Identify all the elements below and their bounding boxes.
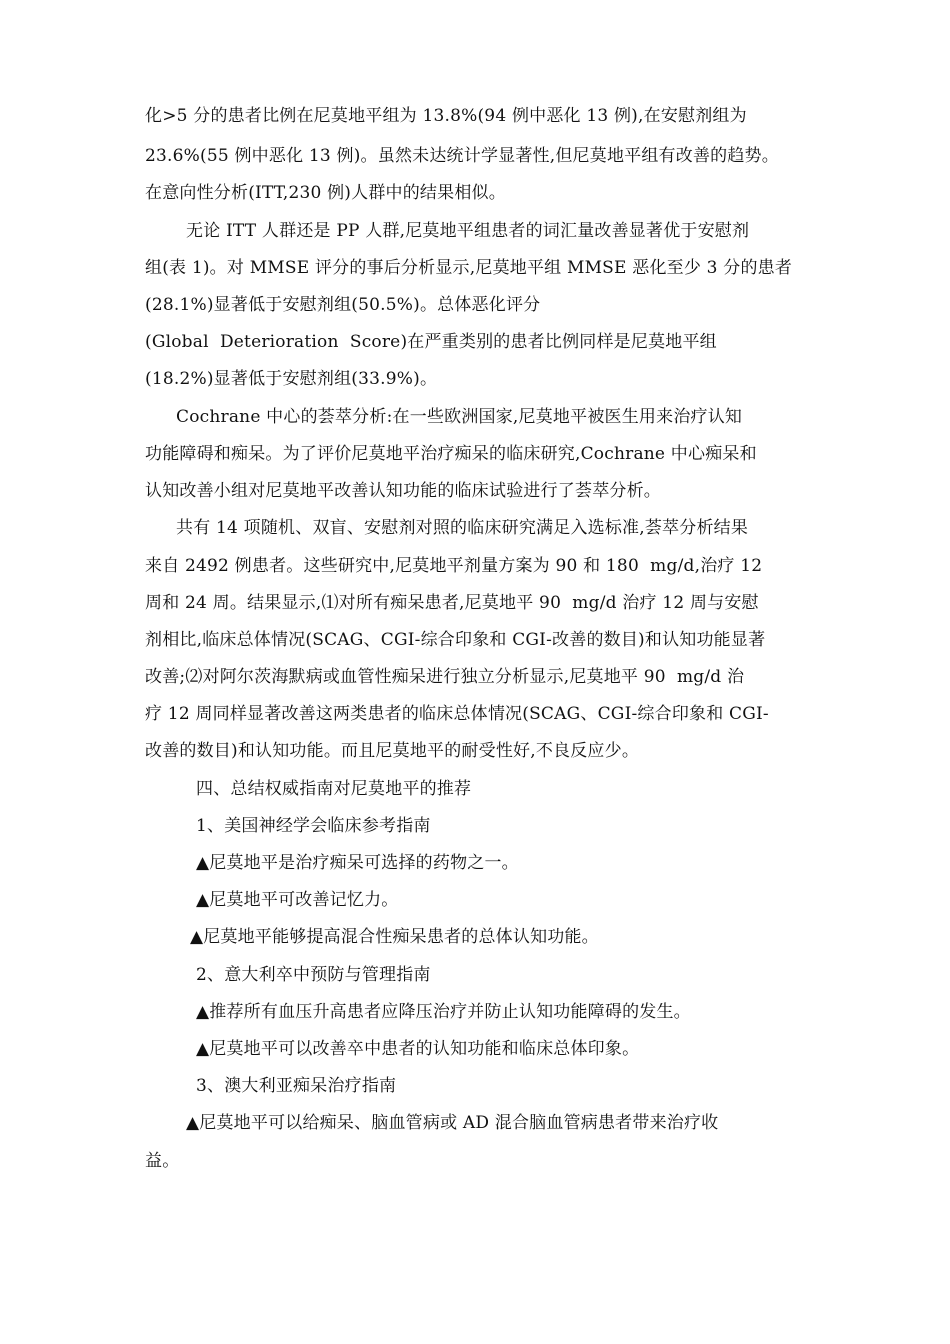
bullet-item: ▲尼莫地平是治疗痴呆可选择的药物之一。 <box>196 853 519 873</box>
text-line: (18.2%)显著低于安慰剂组(33.9%)。 <box>145 369 438 389</box>
text-line: 23.6%(55 例中恶化 13 例)。虽然未达统计学显著性,但尼莫地平组有改善的趋势。 <box>145 146 779 166</box>
subsection-heading: 3、澳大利亚痴呆治疗指南 <box>196 1076 397 1096</box>
text-line: 化>5 分的患者比例在尼莫地平组为 13.8%(94 例中恶化 13 例),在安慰剂组为 <box>145 106 747 126</box>
subsection-heading: 1、美国神经学会临床参考指南 <box>196 816 431 836</box>
text-line: 来自 2492 例患者。这些研究中,尼莫地平剂量方案为 90 和 180 mg/d,治疗 12 <box>145 556 763 576</box>
text-line: 改善的数目)和认知功能。而且尼莫地平的耐受性好,不良反应少。 <box>145 741 640 761</box>
text-line: 组(表 1)。对 MMSE 评分的事后分析显示,尼莫地平组 MMSE 恶化至少 3 分的患者 <box>145 258 793 278</box>
text-line: 益。 <box>145 1151 180 1171</box>
text-line: 疗 12 周同样显著改善这两类患者的临床总体情况(SCAG、CGI-综合印象和 CGI- <box>145 704 769 724</box>
bullet-item: ▲尼莫地平可改善记忆力。 <box>196 890 399 910</box>
text-line: 改善;⑵对阿尔茨海默病或血管性痴呆进行独立分析显示,尼莫地平 90 mg/d 治 <box>145 667 745 687</box>
paragraph-first-line: 共有 14 项随机、双盲、安慰剂对照的临床研究满足入选标准,荟萃分析结果 <box>176 518 749 538</box>
subsection-heading: 2、意大利卒中预防与管理指南 <box>196 965 431 985</box>
text-line: 认知改善小组对尼莫地平改善认知功能的临床试验进行了荟萃分析。 <box>145 481 661 501</box>
text-line: 周和 24 周。结果显示,⑴对所有痴呆患者,尼莫地平 90 mg/d 治疗 12 周与安慰 <box>145 593 759 613</box>
text-line: (28.1%)显著低于安慰剂组(50.5%)。总体恶化评分 <box>145 295 541 315</box>
text-line: 在意向性分析(ITT,230 例)人群中的结果相似。 <box>145 183 506 203</box>
text-line: 剂相比,临床总体情况(SCAG、CGI-综合印象和 CGI-改善的数目)和认知功能显著 <box>145 630 766 650</box>
bullet-item: ▲推荐所有血压升高患者应降压治疗并防止认知功能障碍的发生。 <box>196 1002 691 1022</box>
paragraph-first-line: Cochrane 中心的荟萃分析:在一些欧洲国家,尼莫地平被医生用来治疗认知 <box>176 407 743 427</box>
bullet-item: ▲尼莫地平可以给痴呆、脑血管病或 AD 混合脑血管病患者带来治疗收 <box>186 1113 719 1133</box>
section-heading: 四、总结权威指南对尼莫地平的推荐 <box>196 779 472 799</box>
bullet-item: ▲尼莫地平能够提高混合性痴呆患者的总体认知功能。 <box>190 927 599 947</box>
bullet-item: ▲尼莫地平可以改善卒中患者的认知功能和临床总体印象。 <box>196 1039 640 1059</box>
text-line: (Global Deterioration Score)在严重类别的患者比例同样是尼莫地平组 <box>145 332 717 352</box>
text-line: 功能障碍和痴呆。为了评价尼莫地平治疗痴呆的临床研究,Cochrane 中心痴呆和 <box>145 444 757 464</box>
paragraph-first-line: 无论 ITT 人群还是 PP 人群,尼莫地平组患者的词汇量改善显著优于安慰剂 <box>186 221 750 241</box>
